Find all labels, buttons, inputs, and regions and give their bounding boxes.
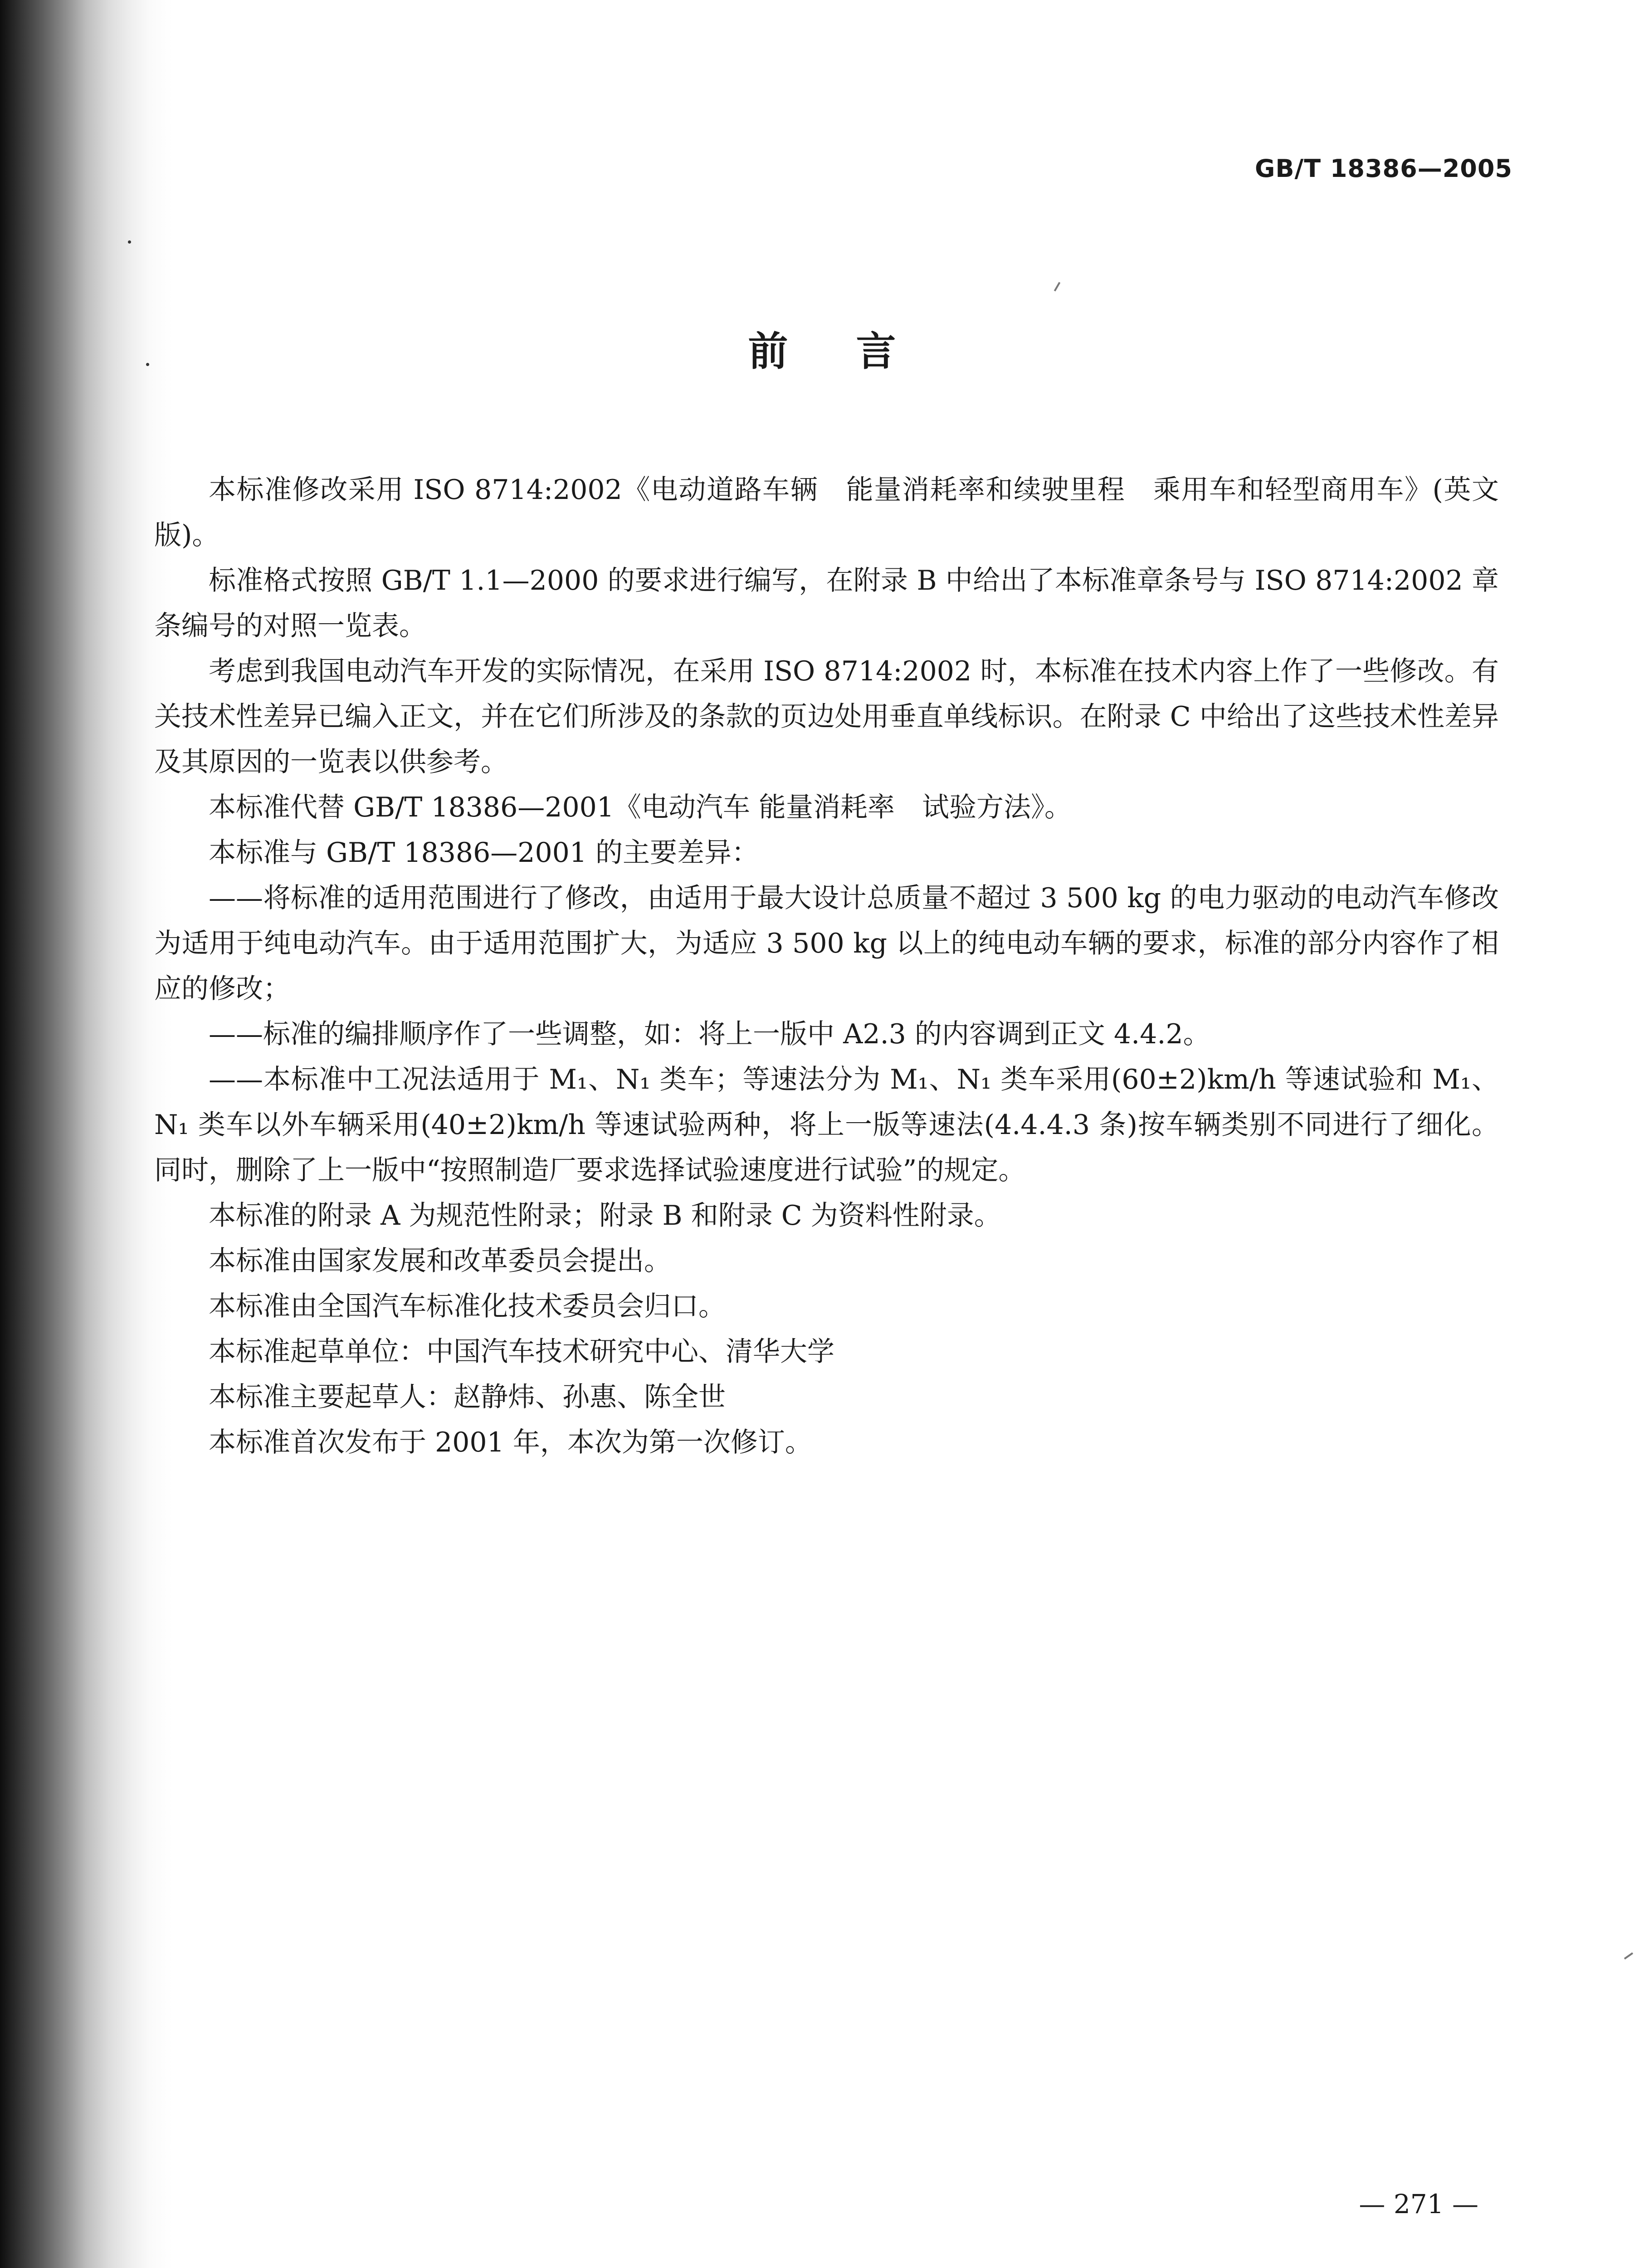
page-number: — 271 —: [1359, 2189, 1478, 2219]
paragraph-proposed-by: 本标准由国家发展和改革委员会提出。: [209, 1245, 671, 1277]
foreword-body: [154, 467, 1499, 1465]
paragraph-centralized-by: 本标准由全国汽车标准化技术委员会归口。: [209, 1290, 726, 1322]
scan-speck: [1624, 1952, 1633, 1960]
scan-speck: [1054, 282, 1060, 291]
paragraph-difference-scope: ——将标准的适用范围进行了修改，由适用于最大设计总质量不超过 3 500 kg 的电力驱动的电动汽车修改为适用于纯电动汽车。由于适用范围扩大，为适应 3 500 kg 以上的纯电动车辆的要求，标准的部分内容作了相应的修改；: [154, 882, 1499, 1005]
page-title: 前言: [748, 328, 964, 375]
paragraph-drafters: 本标准主要起草人：赵静炜、孙惠、陈全世: [209, 1381, 726, 1413]
paragraph-modifications: 考虑到我国电动汽车开发的实际情况，在采用 ISO 8714:2002 时，本标准在技术内容上作了一些修改。有关技术性差异已编入正文，并在它们所涉及的条款的页边处用垂直单线标识。在附录 C 中给出了这些技术性差异及其原因的一览表以供参考。: [154, 655, 1499, 778]
paragraph-replaces: 本标准代替 GB/T 18386—2001《电动汽车 能量消耗率 试验方法》。: [209, 792, 1072, 823]
paragraph-annexes: 本标准的附录 A 为规范性附录；附录 B 和附录 C 为资料性附录。: [209, 1200, 1001, 1232]
paragraph-history: 本标准首次发布于 2001 年，本次为第一次修订。: [209, 1427, 812, 1458]
paragraph-difference-methods: ——本标准中工况法适用于 M₁、N₁ 类车；等速法分为 M₁、N₁ 类车采用(60±2)km/h 等速试验和 M₁、N₁ 类车以外车辆采用(40±2)km/h 等速试验两种，将上一版等速法(4.4.4.3 条)按车辆类别不同进行了细化。同时，删除了上一版中“按照制造厂要求选择试验速度进行试验”的规定。: [154, 1064, 1499, 1186]
scan-speck: [146, 363, 149, 366]
paragraph-adoption: 本标准修改采用 ISO 8714:2002《电动道路车辆 能量消耗率和续驶里程 乘用车和轻型商用车》(英文版)。: [154, 474, 1499, 551]
standard-number: GB/T 18386—2005: [1255, 154, 1512, 183]
scan-speck: [128, 240, 131, 244]
paragraph-difference-order: ——标准的编排顺序作了一些调整，如：将上一版中 A2.3 的内容调到正文 4.4.2。: [209, 1018, 1210, 1050]
paragraph-differences-intro: 本标准与 GB/T 18386—2001 的主要差异：: [209, 837, 759, 869]
paragraph-format: 标准格式按照 GB/T 1.1—2000 的要求进行编写，在附录 B 中给出了本标准章条号与 ISO 8714:2002 章条编号的对照一览表。: [154, 565, 1499, 642]
paragraph-drafting-units: 本标准起草单位：中国汽车技术研究中心、清华大学: [209, 1336, 834, 1368]
